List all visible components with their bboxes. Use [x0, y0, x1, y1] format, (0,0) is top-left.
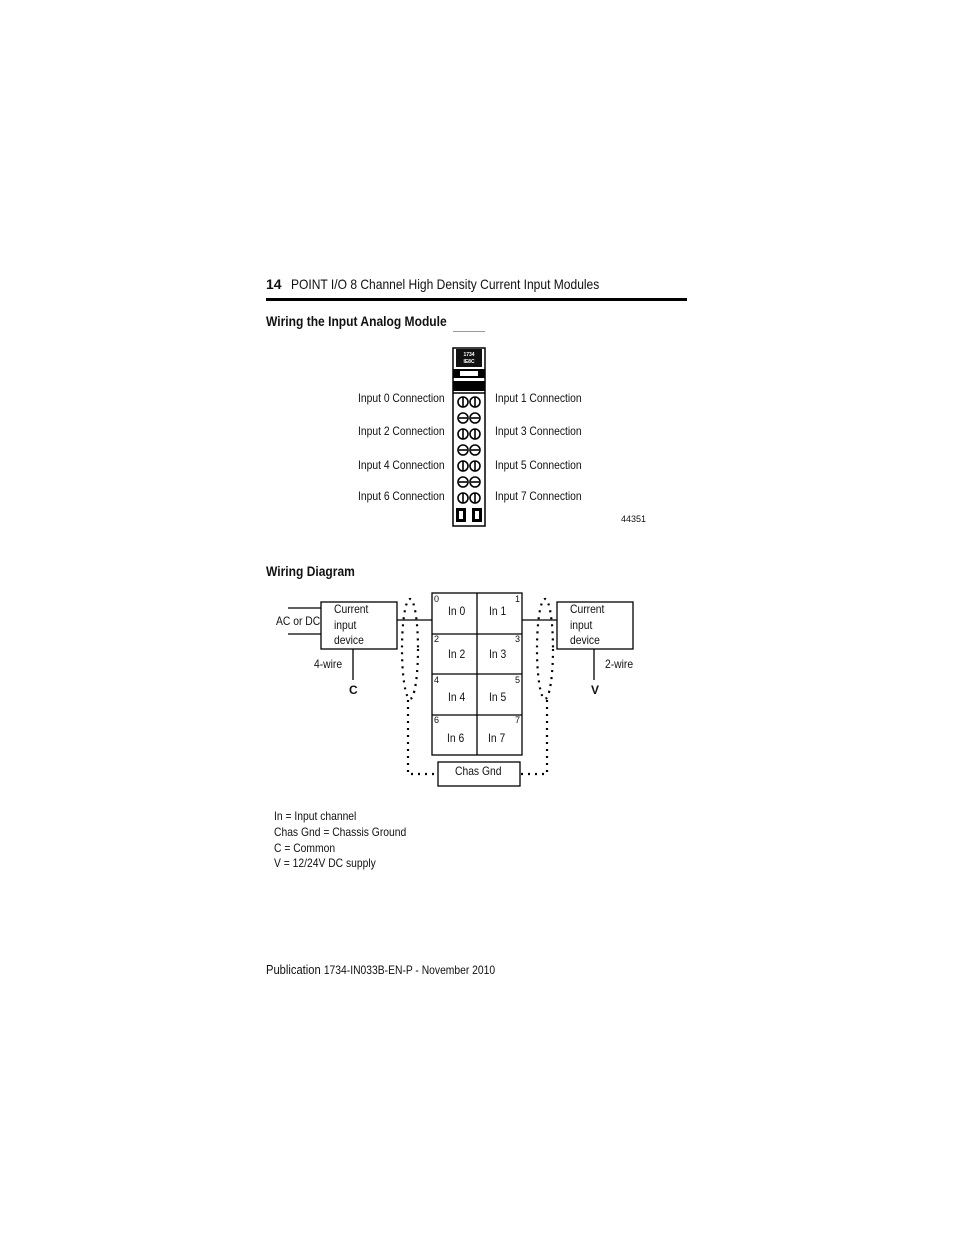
right-device-label-3: device	[570, 633, 600, 647]
channel-number: 2	[434, 634, 440, 644]
footer-label: Publication	[266, 962, 321, 977]
common-terminal-label: C	[349, 683, 358, 697]
channel-number: 0	[434, 594, 440, 604]
page-header-title: POINT I/O 8 Channel High Density Current Input Modules	[291, 276, 600, 292]
channel-label-in0: In 0	[448, 604, 466, 618]
channel-label-in3: In 3	[489, 647, 507, 661]
supply-terminal-label: V	[591, 683, 600, 697]
label-input-7: Input 7 Connection	[495, 489, 582, 503]
legend-item: V = 12/24V DC supply	[274, 856, 376, 870]
publication-footer	[266, 962, 495, 977]
label-input-2: Input 2 Connection	[358, 424, 445, 438]
footer-text: 1734-IN033B-EN-P - November 2010	[323, 963, 496, 977]
source-label: AC or DC	[276, 614, 321, 628]
label-input-0: Input 0 Connection	[358, 391, 445, 405]
module-label-top: 1734	[463, 352, 475, 358]
module-label-bottom: IE8C	[463, 359, 475, 365]
channel-number: 3	[515, 634, 521, 644]
channel-number: 6	[434, 715, 440, 725]
label-input-3: Input 3 Connection	[495, 424, 582, 438]
section-heading-wiring-module: Wiring the Input Analog Module	[266, 313, 447, 329]
left-device-label-2: input	[334, 618, 357, 632]
section-heading-wiring-diagram: Wiring Diagram	[266, 563, 355, 579]
label-input-1: Input 1 Connection	[495, 391, 582, 405]
channel-number: 4	[434, 675, 440, 685]
four-wire-label: 4-wire	[314, 657, 343, 671]
label-input-4: Input 4 Connection	[358, 458, 445, 472]
channel-label-in6: In 6	[447, 731, 465, 745]
label-input-6: Input 6 Connection	[358, 489, 445, 503]
legend-item: In = Input channel	[274, 809, 357, 823]
label-input-5: Input 5 Connection	[495, 458, 582, 472]
chassis-ground-label: Chas Gnd	[455, 764, 502, 778]
channel-label-in5: In 5	[489, 690, 507, 704]
page-number: 14	[266, 276, 282, 292]
channel-number: 7	[515, 715, 521, 725]
channel-label-in4: In 4	[448, 690, 466, 704]
right-device-label-1: Current	[570, 602, 605, 616]
channel-label-in2: In 2	[448, 647, 466, 661]
left-device-label-1: Current	[334, 602, 369, 616]
legend-item: C = Common	[274, 841, 336, 855]
channel-number: 1	[515, 594, 521, 604]
right-device-label-2: input	[570, 618, 593, 632]
channel-label-in1: In 1	[489, 604, 507, 618]
figure-number: 44351	[621, 514, 647, 524]
channel-label-in7: In 7	[488, 731, 506, 745]
legend-item: Chas Gnd = Chassis Ground	[274, 825, 407, 839]
two-wire-label: 2-wire	[605, 657, 634, 671]
left-device-label-3: device	[334, 633, 364, 647]
channel-number: 5	[515, 675, 521, 685]
